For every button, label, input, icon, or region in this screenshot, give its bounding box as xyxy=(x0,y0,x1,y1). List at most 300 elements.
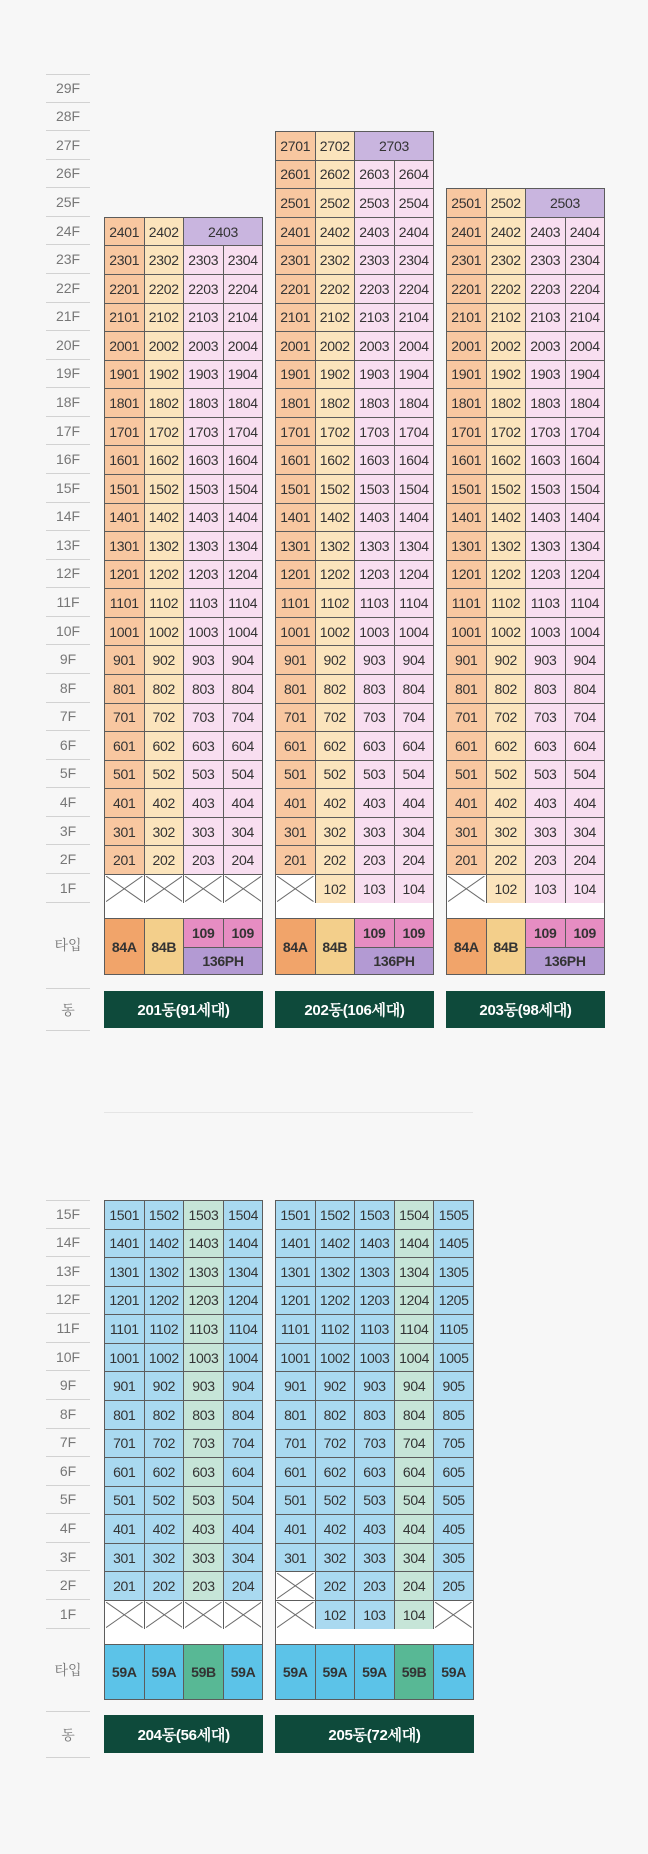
unit-cell: 2003 xyxy=(354,331,395,361)
pilotis-gap xyxy=(104,1629,263,1644)
unit-cell: 2101 xyxy=(446,303,487,333)
unit-cell: 2301 xyxy=(446,245,487,275)
unit-cell: 202 xyxy=(315,1571,356,1601)
unit-cell: 2401 xyxy=(275,217,316,247)
unit-cell: 1304 xyxy=(394,531,435,561)
unit-cell: 1102 xyxy=(486,588,527,618)
unit-cell: 1302 xyxy=(144,1257,185,1287)
unit-type-cell: 109 xyxy=(183,918,224,948)
unit-cell: 2403 xyxy=(354,217,395,247)
unit-cell: 1601 xyxy=(446,445,487,475)
unit-cell: 1204 xyxy=(394,1286,435,1316)
unit-cell: 2201 xyxy=(446,274,487,304)
crossed-cell xyxy=(104,1600,145,1630)
unit-cell: 1802 xyxy=(486,388,527,418)
unit-cell: 501 xyxy=(446,760,487,790)
unit-cell: 1501 xyxy=(104,1200,145,1230)
unit-cell: 201 xyxy=(104,845,145,875)
unit-cell: 1003 xyxy=(183,1343,224,1373)
unit-cell: 102 xyxy=(315,874,356,904)
unit-cell: 1804 xyxy=(223,388,264,418)
unit-cell: 204 xyxy=(565,845,606,875)
unit-cell: 1903 xyxy=(525,360,566,390)
unit-cell: 803 xyxy=(525,674,566,704)
unit-cell: 1102 xyxy=(144,588,185,618)
unit-cell: 402 xyxy=(144,788,185,818)
unit-cell: 604 xyxy=(223,731,264,761)
unit-cell: 2203 xyxy=(525,274,566,304)
unit-cell: 1704 xyxy=(394,417,435,447)
unit-cell: 1405 xyxy=(433,1229,474,1259)
unit-cell: 203 xyxy=(525,845,566,875)
floor-label: 10F xyxy=(46,1343,90,1372)
unit-cell: 1903 xyxy=(354,360,395,390)
unit-cell: 301 xyxy=(275,1543,316,1573)
unit-cell: 1001 xyxy=(104,1343,145,1373)
unit-cell: 2001 xyxy=(104,331,145,361)
unit-cell: 1103 xyxy=(183,1314,224,1344)
unit-type-cell: 84B xyxy=(315,918,356,975)
unit-cell: 702 xyxy=(486,703,527,733)
unit-cell: 2701 xyxy=(275,131,316,161)
unit-type-cell: 84B xyxy=(144,918,185,975)
unit-cell: 701 xyxy=(275,1429,316,1459)
unit-cell: 2004 xyxy=(565,331,606,361)
unit-cell: 1303 xyxy=(183,531,224,561)
unit-cell: 602 xyxy=(144,731,185,761)
floor-label: 12F xyxy=(46,1286,90,1315)
unit-cell: 304 xyxy=(394,1543,435,1573)
unit-cell: 502 xyxy=(315,1486,356,1516)
unit-cell: 1205 xyxy=(433,1286,474,1316)
unit-type-cell: 59A xyxy=(144,1644,185,1700)
cross-icon xyxy=(435,1602,472,1628)
unit-cell: 204 xyxy=(223,845,264,875)
unit-cell: 703 xyxy=(525,703,566,733)
unit-cell: 1203 xyxy=(525,560,566,590)
unit-cell: 1304 xyxy=(394,1257,435,1287)
unit-cell: 402 xyxy=(315,788,356,818)
unit-cell: 2001 xyxy=(275,331,316,361)
floor-label: 4F xyxy=(46,788,90,817)
unit-cell: 1103 xyxy=(354,1314,395,1344)
floor-label: 23F xyxy=(46,245,90,274)
unit-cell: 301 xyxy=(446,817,487,847)
unit-cell: 1102 xyxy=(315,588,356,618)
unit-cell: 902 xyxy=(144,645,185,675)
unit-cell: 1505 xyxy=(433,1200,474,1230)
unit-type-cell: 59A xyxy=(354,1644,395,1700)
unit-cell: 1104 xyxy=(394,588,435,618)
unit-cell: 1703 xyxy=(525,417,566,447)
building-row-label: 동 xyxy=(46,1712,90,1758)
unit-cell: 2001 xyxy=(446,331,487,361)
unit-cell: 704 xyxy=(394,1429,435,1459)
unit-type-cell: 109 xyxy=(565,918,606,948)
unit-cell: 1803 xyxy=(354,388,395,418)
unit-cell: 1102 xyxy=(144,1314,185,1344)
unit-cell: 2304 xyxy=(394,245,435,275)
unit-cell: 1304 xyxy=(565,531,606,561)
unit-cell: 803 xyxy=(354,674,395,704)
unit-cell: 1101 xyxy=(275,1314,316,1344)
floor-label: 27F xyxy=(46,131,90,160)
unit-cell: 802 xyxy=(486,674,527,704)
unit-cell: 1802 xyxy=(315,388,356,418)
unit-cell: 501 xyxy=(104,760,145,790)
unit-cell: 1302 xyxy=(315,531,356,561)
unit-cell: 2002 xyxy=(144,331,185,361)
unit-cell: 502 xyxy=(144,1486,185,1516)
unit-cell: 1403 xyxy=(183,503,224,533)
unit-cell: 704 xyxy=(223,703,264,733)
unit-cell: 1704 xyxy=(565,417,606,447)
unit-cell: 103 xyxy=(525,874,566,904)
unit-cell: 903 xyxy=(525,645,566,675)
unit-cell: 1201 xyxy=(275,1286,316,1316)
unit-cell: 1101 xyxy=(104,1314,145,1344)
unit-cell: 1004 xyxy=(394,617,435,647)
unit-cell: 904 xyxy=(565,645,606,675)
unit-cell: 2401 xyxy=(104,217,145,247)
unit-cell: 1504 xyxy=(394,1200,435,1230)
unit-cell: 1003 xyxy=(354,617,395,647)
unit-cell: 2303 xyxy=(525,245,566,275)
unit-cell: 1904 xyxy=(394,360,435,390)
unit-cell: 1202 xyxy=(315,560,356,590)
unit-cell: 704 xyxy=(565,703,606,733)
floor-label: 1F xyxy=(46,1600,90,1629)
unit-cell: 2204 xyxy=(223,274,264,304)
unit-cell: 205 xyxy=(433,1571,474,1601)
unit-cell: 901 xyxy=(275,1371,316,1401)
unit-cell: 2402 xyxy=(486,217,527,247)
unit-cell: 902 xyxy=(315,1371,356,1401)
unit-cell: 603 xyxy=(354,731,395,761)
unit-cell: 202 xyxy=(486,845,527,875)
unit-cell: 604 xyxy=(565,731,606,761)
unit-cell: 303 xyxy=(354,1543,395,1573)
unit-cell: 304 xyxy=(223,817,264,847)
unit-cell: 204 xyxy=(223,1571,264,1601)
unit-cell: 1202 xyxy=(144,1286,185,1316)
unit-cell: 1504 xyxy=(223,1200,264,1230)
unit-cell: 402 xyxy=(315,1514,356,1544)
unit-cell: 1601 xyxy=(104,445,145,475)
unit-cell: 405 xyxy=(433,1514,474,1544)
unit-cell: 2502 xyxy=(315,188,356,218)
unit-cell: 1102 xyxy=(315,1314,356,1344)
unit-cell: 203 xyxy=(183,845,224,875)
unit-cell: 1404 xyxy=(394,1229,435,1259)
unit-cell: 802 xyxy=(315,1400,356,1430)
unit-cell: 704 xyxy=(223,1429,264,1459)
unit-cell: 203 xyxy=(354,845,395,875)
unit-cell: 2404 xyxy=(565,217,606,247)
unit-cell: 502 xyxy=(315,760,356,790)
unit-cell: 1302 xyxy=(144,531,185,561)
unit-cell: 1203 xyxy=(183,1286,224,1316)
unit-cell: 2504 xyxy=(394,188,435,218)
floor-label: 29F xyxy=(46,74,90,103)
unit-cell: 502 xyxy=(486,760,527,790)
unit-cell: 1604 xyxy=(565,445,606,475)
unit-cell: 1204 xyxy=(223,560,264,590)
unit-cell: 2103 xyxy=(183,303,224,333)
penthouse-unit-cell: 2403 xyxy=(183,217,263,247)
floor-label: 28F xyxy=(46,103,90,132)
unit-cell: 601 xyxy=(446,731,487,761)
unit-cell: 404 xyxy=(394,788,435,818)
unit-cell: 1302 xyxy=(486,531,527,561)
unit-cell: 504 xyxy=(565,760,606,790)
unit-cell: 1301 xyxy=(275,531,316,561)
unit-cell: 1501 xyxy=(275,1200,316,1230)
unit-cell: 1502 xyxy=(486,474,527,504)
unit-cell: 104 xyxy=(394,874,435,904)
unit-cell: 2502 xyxy=(486,188,527,218)
unit-cell: 1303 xyxy=(525,531,566,561)
unit-cell: 901 xyxy=(446,645,487,675)
unit-cell: 601 xyxy=(104,1457,145,1487)
unit-cell: 1204 xyxy=(394,560,435,590)
unit-cell: 1401 xyxy=(275,503,316,533)
unit-cell: 1402 xyxy=(144,1229,185,1259)
unit-cell: 1501 xyxy=(446,474,487,504)
unit-cell: 104 xyxy=(394,1600,435,1630)
unit-cell: 2503 xyxy=(354,188,395,218)
unit-cell: 1902 xyxy=(486,360,527,390)
building-row-label: 동 xyxy=(46,989,90,1031)
floor-label: 10F xyxy=(46,617,90,646)
unit-cell: 1403 xyxy=(183,1229,224,1259)
unit-cell: 2304 xyxy=(565,245,606,275)
unit-cell: 302 xyxy=(144,817,185,847)
unit-cell: 603 xyxy=(525,731,566,761)
unit-cell: 102 xyxy=(486,874,527,904)
building-name-badge: 203동(98세대) xyxy=(446,991,605,1028)
unit-cell: 2003 xyxy=(525,331,566,361)
unit-cell: 905 xyxy=(433,1371,474,1401)
unit-cell: 1303 xyxy=(183,1257,224,1287)
floor-label: 6F xyxy=(46,731,90,760)
unit-cell: 1602 xyxy=(315,445,356,475)
unit-cell: 702 xyxy=(144,703,185,733)
unit-cell: 1003 xyxy=(354,1343,395,1373)
unit-cell: 1103 xyxy=(525,588,566,618)
unit-cell: 1502 xyxy=(315,474,356,504)
floor-label: 3F xyxy=(46,1543,90,1572)
floor-label: 2F xyxy=(46,1571,90,1600)
unit-cell: 901 xyxy=(275,645,316,675)
unit-cell: 504 xyxy=(394,1486,435,1516)
unit-type-cell: 84B xyxy=(486,918,527,975)
unit-cell: 1203 xyxy=(354,560,395,590)
unit-cell: 804 xyxy=(394,674,435,704)
unit-cell: 701 xyxy=(104,1429,145,1459)
unit-cell: 1201 xyxy=(446,560,487,590)
unit-cell: 1401 xyxy=(104,503,145,533)
unit-cell: 1704 xyxy=(223,417,264,447)
unit-cell: 504 xyxy=(394,760,435,790)
unit-cell: 2302 xyxy=(144,245,185,275)
floor-label: 11F xyxy=(46,588,90,617)
floor-label: 22F xyxy=(46,274,90,303)
floor-label: 2F xyxy=(46,845,90,874)
unit-cell: 1201 xyxy=(104,1286,145,1316)
unit-cell: 2702 xyxy=(315,131,356,161)
floor-label: 21F xyxy=(46,303,90,332)
floor-label: 19F xyxy=(46,360,90,389)
unit-cell: 1002 xyxy=(315,617,356,647)
unit-cell: 303 xyxy=(354,817,395,847)
unit-cell: 302 xyxy=(315,1543,356,1573)
floor-label: 14F xyxy=(46,1229,90,1258)
unit-cell: 2004 xyxy=(223,331,264,361)
unit-cell: 1501 xyxy=(275,474,316,504)
cross-icon xyxy=(277,1573,314,1599)
unit-cell: 304 xyxy=(565,817,606,847)
unit-cell: 1103 xyxy=(354,588,395,618)
unit-type-cell: 109 xyxy=(394,918,435,948)
unit-type-cell: 84A xyxy=(446,918,487,975)
unit-cell: 1304 xyxy=(223,531,264,561)
unit-cell: 801 xyxy=(104,674,145,704)
unit-cell: 1703 xyxy=(183,417,224,447)
unit-cell: 1202 xyxy=(144,560,185,590)
unit-cell: 703 xyxy=(354,703,395,733)
floor-label: 9F xyxy=(46,645,90,674)
unit-cell: 303 xyxy=(525,817,566,847)
unit-cell: 1104 xyxy=(223,1314,264,1344)
unit-cell: 1004 xyxy=(394,1343,435,1373)
unit-cell: 1001 xyxy=(275,1343,316,1373)
unit-cell: 504 xyxy=(223,760,264,790)
unit-cell: 801 xyxy=(275,674,316,704)
unit-cell: 2103 xyxy=(525,303,566,333)
unit-cell: 104 xyxy=(565,874,606,904)
unit-cell: 1402 xyxy=(144,503,185,533)
unit-cell: 1504 xyxy=(223,474,264,504)
unit-cell: 702 xyxy=(144,1429,185,1459)
unit-cell: 2302 xyxy=(486,245,527,275)
unit-cell: 2204 xyxy=(394,274,435,304)
floor-label: 5F xyxy=(46,1486,90,1515)
unit-cell: 503 xyxy=(183,760,224,790)
unit-type-cell: 59A xyxy=(433,1644,474,1700)
unit-cell: 901 xyxy=(104,645,145,675)
unit-cell: 302 xyxy=(315,817,356,847)
unit-cell: 304 xyxy=(394,817,435,847)
unit-cell: 501 xyxy=(275,1486,316,1516)
unit-cell: 902 xyxy=(315,645,356,675)
unit-cell: 1601 xyxy=(275,445,316,475)
unit-cell: 902 xyxy=(144,1371,185,1401)
unit-cell: 903 xyxy=(183,645,224,675)
unit-cell: 802 xyxy=(315,674,356,704)
unit-cell: 403 xyxy=(354,1514,395,1544)
unit-cell: 504 xyxy=(223,1486,264,1516)
unit-cell: 2403 xyxy=(525,217,566,247)
unit-cell: 702 xyxy=(315,703,356,733)
unit-cell: 201 xyxy=(104,1571,145,1601)
unit-cell: 404 xyxy=(223,788,264,818)
unit-cell: 1901 xyxy=(446,360,487,390)
unit-cell: 705 xyxy=(433,1429,474,1459)
unit-cell: 1801 xyxy=(446,388,487,418)
unit-cell: 1803 xyxy=(183,388,224,418)
floor-label: 15F xyxy=(46,474,90,503)
unit-cell: 1402 xyxy=(486,503,527,533)
unit-type-cell: 84A xyxy=(275,918,316,975)
unit-cell: 602 xyxy=(315,731,356,761)
unit-cell: 202 xyxy=(144,1571,185,1601)
unit-cell: 1105 xyxy=(433,1314,474,1344)
unit-cell: 1502 xyxy=(315,1200,356,1230)
unit-cell: 1002 xyxy=(144,1343,185,1373)
unit-cell: 1504 xyxy=(394,474,435,504)
unit-cell: 505 xyxy=(433,1486,474,1516)
unit-cell: 2501 xyxy=(275,188,316,218)
unit-type-cell: 59A xyxy=(315,1644,356,1700)
unit-cell: 404 xyxy=(394,1514,435,1544)
unit-cell: 401 xyxy=(446,788,487,818)
crossed-cell xyxy=(433,1600,474,1630)
floor-label: 4F xyxy=(46,1514,90,1543)
unit-cell: 401 xyxy=(275,1514,316,1544)
unit-cell: 1101 xyxy=(275,588,316,618)
unit-cell: 2104 xyxy=(394,303,435,333)
unit-cell: 2304 xyxy=(223,245,264,275)
penthouse-unit-cell: 2503 xyxy=(525,188,605,218)
unit-cell: 2201 xyxy=(104,274,145,304)
unit-cell: 805 xyxy=(433,1400,474,1430)
floor-label: 7F xyxy=(46,703,90,732)
unit-cell: 1802 xyxy=(144,388,185,418)
unit-cell: 1501 xyxy=(104,474,145,504)
floor-label: 16F xyxy=(46,445,90,474)
unit-cell: 2602 xyxy=(315,160,356,190)
floor-label: 8F xyxy=(46,1400,90,1429)
unit-cell: 804 xyxy=(223,674,264,704)
unit-cell: 1101 xyxy=(104,588,145,618)
unit-cell: 1401 xyxy=(446,503,487,533)
unit-cell: 301 xyxy=(104,817,145,847)
unit-cell: 1901 xyxy=(104,360,145,390)
unit-cell: 904 xyxy=(394,645,435,675)
floor-label: 26F xyxy=(46,160,90,189)
unit-cell: 703 xyxy=(354,1429,395,1459)
floor-label: 14F xyxy=(46,503,90,532)
unit-cell: 2101 xyxy=(104,303,145,333)
unit-cell: 1804 xyxy=(394,388,435,418)
unit-type-cell: 59A xyxy=(104,1644,145,1700)
unit-cell: 1104 xyxy=(394,1314,435,1344)
unit-cell: 1301 xyxy=(275,1257,316,1287)
unit-cell: 2104 xyxy=(565,303,606,333)
unit-cell: 401 xyxy=(275,788,316,818)
unit-type-cell: 59A xyxy=(223,1644,264,1700)
unit-cell: 1904 xyxy=(223,360,264,390)
floor-label: 7F xyxy=(46,1429,90,1458)
unit-cell: 1002 xyxy=(486,617,527,647)
unit-cell: 2301 xyxy=(104,245,145,275)
unit-cell: 804 xyxy=(394,1400,435,1430)
unit-cell: 803 xyxy=(183,674,224,704)
crossed-cell xyxy=(275,1600,316,1630)
floor-label: 12F xyxy=(46,560,90,589)
floor-label: 18F xyxy=(46,388,90,417)
